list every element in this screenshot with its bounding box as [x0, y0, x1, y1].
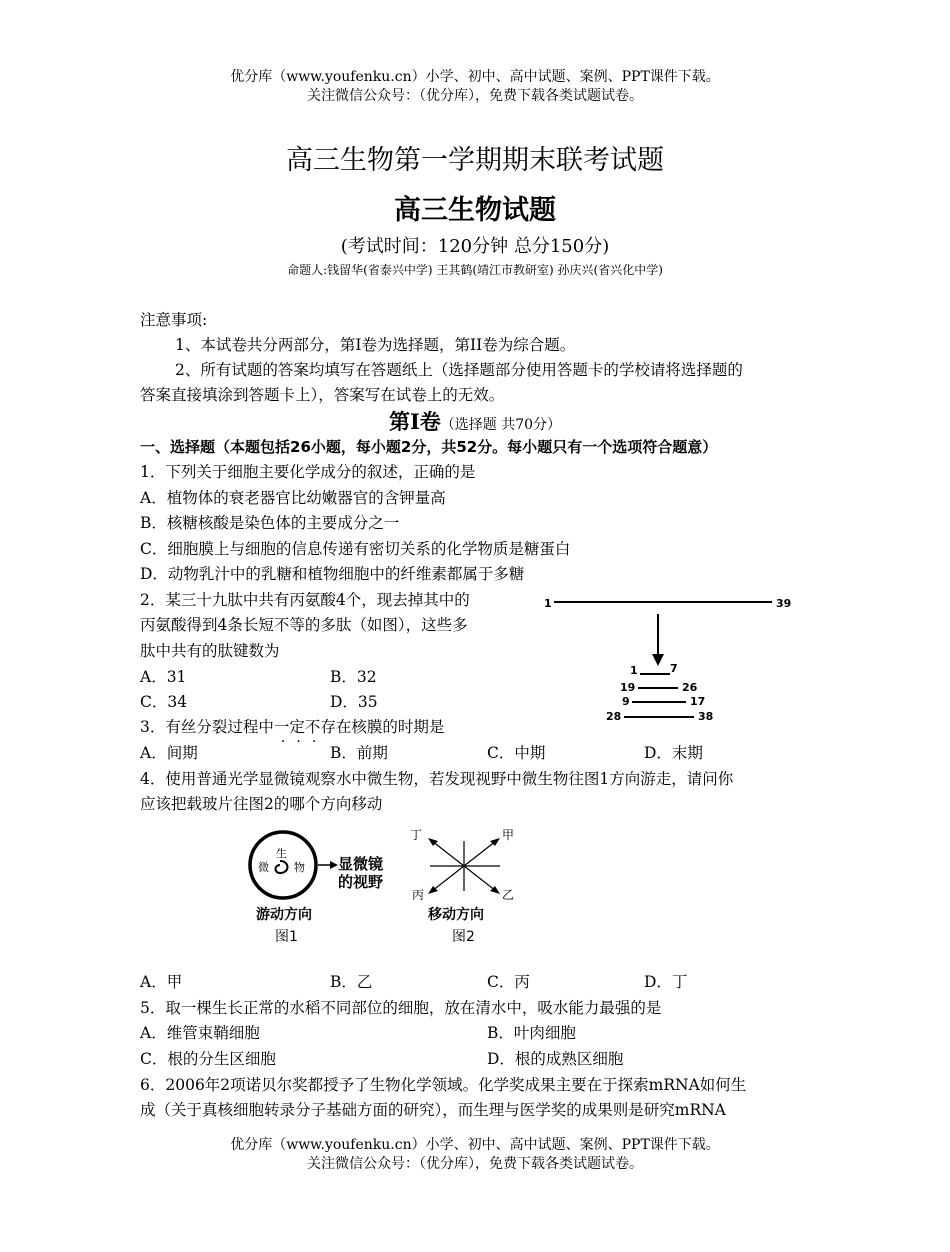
fig2-jia: 甲	[502, 828, 515, 842]
fig-r2-left: 19	[620, 681, 636, 694]
q5-option-b: B．叶肉细胞	[487, 1024, 576, 1042]
q4-option-b: B．乙	[330, 973, 373, 991]
q3-emphasis-3: 不	[304, 718, 321, 736]
figure-1-field-of-view	[240, 825, 400, 950]
fig-r3-left: 9	[622, 695, 630, 708]
fig2-ding: 丁	[410, 828, 423, 842]
q2-option-c: C．34	[140, 693, 188, 711]
fig-r4-left: 28	[606, 710, 622, 723]
organism-swirl-icon	[276, 861, 288, 873]
q2-option-b: B．32	[330, 668, 377, 686]
q5-option-a: A．维管束鞘细胞	[140, 1024, 260, 1042]
fig2-caption-2: 图2	[452, 929, 475, 945]
q5-option-c: C．根的分生区细胞	[140, 1050, 276, 1068]
notes-item-2a: 2、所有试题的答案均填写在答题纸上（选择题部分使用答题卡的学校请将选择题的	[175, 361, 743, 379]
q1-option-b: B．核糖核酸是染色体的主要成分之一	[140, 514, 400, 532]
q3-emphasis-2: 定	[289, 718, 305, 736]
fig-r3-right: 17	[690, 695, 706, 708]
part1-heading	[0, 406, 950, 436]
section-heading: 一、选择题（本题包括26小题，每小题2分，共52分。每小题只有一个选项符合题意）	[140, 438, 718, 456]
q3-emphasis-1: 一	[273, 718, 290, 736]
q3-option-d: D．末期	[644, 744, 703, 762]
q1-option-a: A．植物体的衰老器官比幼嫩器官的含钾量高	[140, 489, 446, 507]
q4-stem-1: 4．使用普通光学显微镜观察水中微生物，若发现视野中微生物往图1方向游走，请问你	[140, 770, 734, 788]
arrow-bing	[432, 866, 464, 891]
fig1-caption-1: 游动方向	[256, 907, 312, 923]
fig-r2-right: 26	[682, 681, 698, 694]
q3-option-a: A．间期	[140, 744, 198, 762]
q4-option-d: D．丁	[644, 973, 688, 991]
q2-stem-2: 丙氨酸得到4条长短不等的多肽（如图），这些多	[140, 616, 468, 634]
q1-option-d: D．动物乳汁中的乳糖和植物细胞中的纤维素都属于多糖	[140, 565, 525, 583]
fig1-char-2: 生	[276, 847, 287, 860]
footer-line-1: 优分库（www.youfenku.cn）小学、初中、高中试题、案例、PPT课件下载。	[230, 1137, 720, 1153]
arrow-down-icon	[652, 654, 664, 666]
q2-stem-1: 2．某三十九肽中共有丙氨酸4个，现去掉其中的	[140, 591, 470, 609]
fig2-yi: 乙	[502, 888, 515, 902]
figure-2-directions	[408, 825, 528, 950]
q2-option-d: D．35	[330, 693, 378, 711]
footer-line-2: 关注微信公众号：（优分库），免费下载各类试题试卷。	[307, 1156, 643, 1172]
exam-time: (考试时间：120分钟 总分150分)	[340, 236, 610, 257]
fig2-bing: 丙	[412, 888, 425, 902]
q6-line-2: 成（关于真核细胞转录分子基础方面的研究），而生理与医学奖的成果则是研究mRNA	[140, 1101, 726, 1119]
part1-title: 第Ⅰ卷	[388, 409, 441, 434]
q5-option-d: D．根的成熟区细胞	[487, 1050, 624, 1068]
header-line-2: 关注微信公众号：（优分库），免费下载各类试题试卷。	[307, 88, 643, 104]
peptide-figure	[540, 590, 800, 730]
q1-option-c: C．细胞膜上与细胞的信息传递有密切关系的化学物质是糖蛋白	[140, 540, 571, 558]
q2-stem-3: 肽中共有的肽键数为	[140, 642, 280, 660]
exam-authors: 命题人:钱留华(省泰兴中学) 王其鹤(靖江市教研室) 孙庆兴(省兴化中学)	[287, 263, 663, 277]
q1-stem: 1．下列关于细胞主要化学成分的叙述，正确的是	[140, 463, 476, 481]
arrow-yi	[464, 866, 496, 891]
q4-option-c: C．丙	[487, 973, 530, 991]
q4-option-a: A．甲	[140, 973, 183, 991]
pointer-arrow-icon	[330, 861, 338, 869]
arrow-jia	[464, 841, 496, 866]
notes-heading: 注意事项:	[140, 311, 208, 329]
fig-top-left: 1	[544, 597, 552, 610]
q4-stem-2: 应该把载玻片往图2的哪个方向移动	[140, 795, 383, 813]
header-line-1: 优分库（www.youfenku.cn）小学、初中、高中试题、案例、PPT课件下载。	[230, 69, 720, 85]
q6-line-1: 6．2006年2项诺贝尔奖都授予了生物化学领域。化学奖成果主要在于探索mRNA如何生	[140, 1076, 747, 1094]
part1-subtitle: （选择题 共70分）	[440, 417, 562, 433]
fig1-label-2: 的视野	[338, 873, 384, 891]
exam-title: 高三生物第一学期期末联考试题	[286, 145, 664, 176]
fig-r4-right: 38	[698, 710, 714, 723]
fig1-char-3: 物	[294, 861, 305, 874]
fig2-caption-1: 移动方向	[428, 907, 484, 923]
fig-top-right: 39	[776, 597, 792, 610]
q2-option-a: A．31	[140, 668, 187, 686]
notes-item-1: 1、本试卷共分两部分，第I卷为选择题，第II卷为综合题。	[175, 336, 576, 354]
q3-option-b: B．前期	[330, 744, 388, 762]
q3-stem-post: 存在核膜的时期是	[320, 718, 445, 736]
fig-r1-left: 1	[630, 664, 638, 677]
q5-stem: 5．取一棵生长正常的水稻不同部位的细胞，放在清水中，吸水能力最强的是	[140, 999, 662, 1017]
q3-option-c: C．中期	[487, 744, 546, 762]
fig1-char-1: 微	[258, 861, 269, 874]
notes-item-2b: 答案直接填涂到答题卡上），答案写在试卷上的无效。	[140, 386, 505, 404]
arrow-ding	[432, 841, 464, 866]
q3-stem-pre: 3．有丝分裂过程中	[140, 718, 274, 736]
q3-stem	[140, 717, 444, 737]
fig1-caption-2: 图1	[275, 929, 298, 945]
exam-subtitle: 高三生物试题	[394, 195, 556, 226]
fig-r1-right: 7	[670, 662, 678, 675]
fig1-label-1: 显微镜	[338, 855, 384, 873]
